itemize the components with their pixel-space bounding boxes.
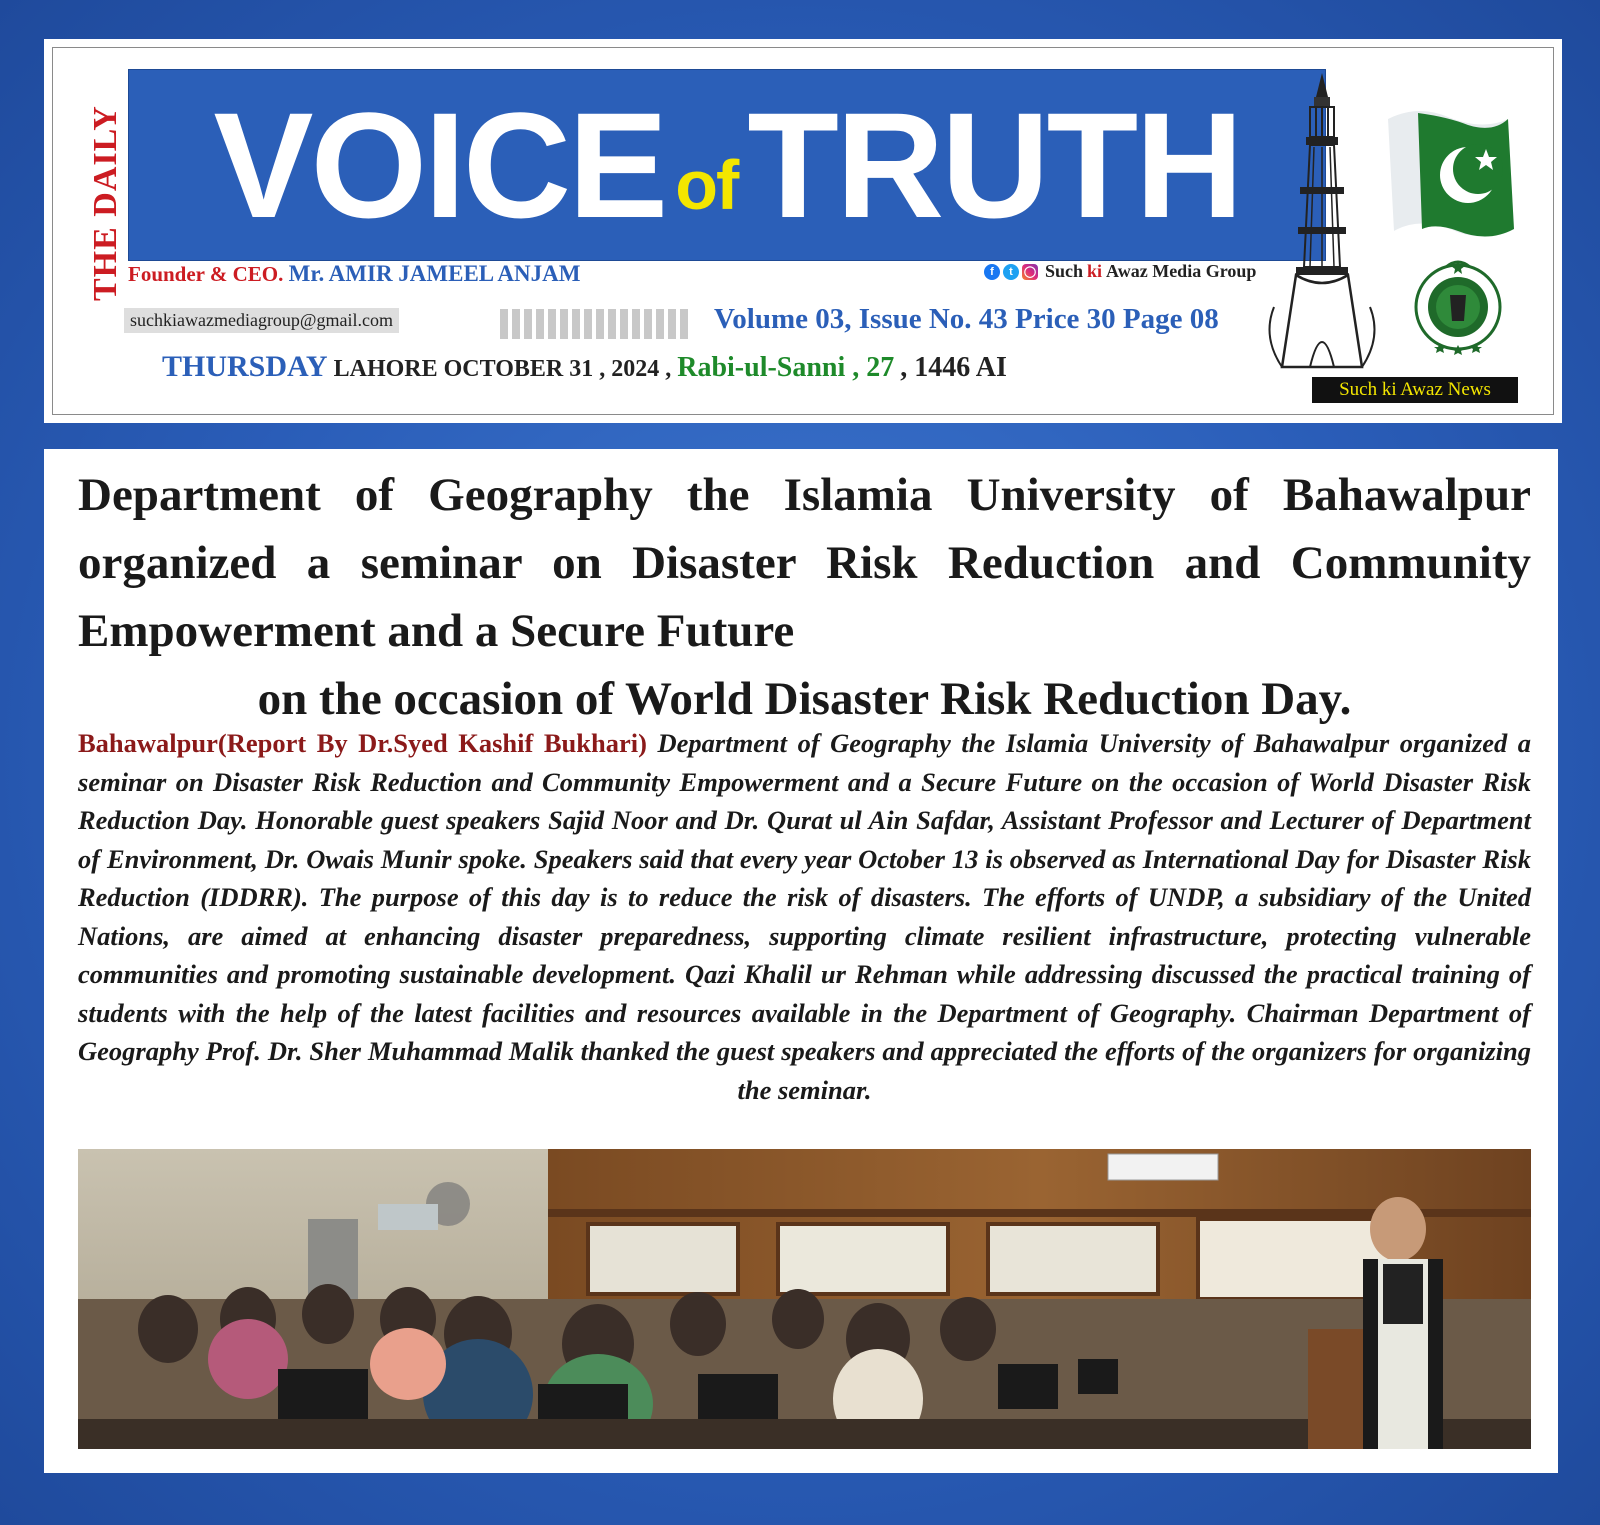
twitter-icon: t xyxy=(1003,264,1019,280)
minar-e-pakistan-icon xyxy=(1252,67,1392,377)
newspaper-title xyxy=(129,70,1325,260)
email-address: suchkiawazmediagroup@gmail.com xyxy=(124,308,399,333)
title-banner xyxy=(128,69,1326,261)
headline-last: on the occasion of World Disaster Risk Reduction Day. xyxy=(257,673,1352,725)
media-group-pre: Such xyxy=(1045,261,1084,281)
media-group-mid: ki xyxy=(1087,261,1103,281)
founder-line xyxy=(128,261,580,287)
title-voice: VOICE xyxy=(213,81,666,249)
facebook-icon: f xyxy=(984,264,1000,280)
social-line xyxy=(984,261,1256,282)
hijri-date: Rabi-ul-Sanni , 27 xyxy=(677,352,895,383)
seminar-photo xyxy=(78,1149,1531,1449)
article xyxy=(44,449,1558,1473)
headline-main: Department of Geography the Islamia University of Bahawalpur organized a seminar on Disaster Risk Reduction and Community Empowerment and a Secure Future xyxy=(78,469,1531,657)
article-body-text: Department of Geography the Islamia University of Bahawalpur organized a seminar on Disaster Risk Reduction and Community Empowerment and a Secure Future on the occasion of World Disaster Risk Reduction Day. Honorable guest speakers Sajid Noor and Dr. Qurat ul Ain Safdar, Assistant Professor and Lecturer of Department of Environment, Dr. Owais Munir spoke. Speakers said that every year October 13 is observed as International Day for Disaster Risk Reduction (IDDRR). The purpose of this day is to reduce the risk of disasters. The efforts of UNDP, a subsidiary of the United Nations, are aimed at enhancing disaster preparedness, supporting climate resilient infrastructure, protecting vulnerable communities and promoting sustainable development. Qazi Khalil ur Rehman while addressing discussed the practical training of students with the help of the latest facilities and resources available in the Department of Geography. Chairman Department of Geography Prof. Dr. Sher Muhammad Malik thanked the guest speakers and appreciated the efforts of the organizers for organizing the seminar. xyxy=(78,728,1532,1105)
founder-name: Mr. AMIR JAMEEL ANJAM xyxy=(288,261,581,286)
date-text: LAHORE OCTOBER 31 , 2024 , xyxy=(333,356,672,382)
seminar-photo-illustration xyxy=(78,1149,1531,1449)
weekday: THURSDAY xyxy=(162,350,328,383)
dateline xyxy=(162,350,1007,384)
the-daily-label: THE DAILY xyxy=(87,105,124,301)
masthead xyxy=(44,39,1562,423)
volume-line: Volume 03, Issue No. 43 Price 30 Page 08 xyxy=(714,303,1219,335)
hijri-year: , 1446 AI xyxy=(900,352,1007,383)
barcode-strip xyxy=(500,309,692,339)
media-group-post: Awaz Media Group xyxy=(1106,261,1257,281)
founder-label: Founder & CEO. xyxy=(128,262,284,286)
article-byline: Bahawalpur(Report By Dr.Syed Kashif Bukhari) xyxy=(78,728,647,758)
instagram-icon: ◯ xyxy=(1023,265,1037,278)
pakistan-flag-icon xyxy=(1388,99,1518,249)
article-headline xyxy=(78,461,1531,733)
media-alliance-seal-icon xyxy=(1410,255,1506,355)
article-body xyxy=(78,724,1531,1109)
title-of: of xyxy=(675,146,738,224)
title-truth: TRUTH xyxy=(747,81,1241,249)
news-label: Such ki Awaz News xyxy=(1312,377,1518,403)
